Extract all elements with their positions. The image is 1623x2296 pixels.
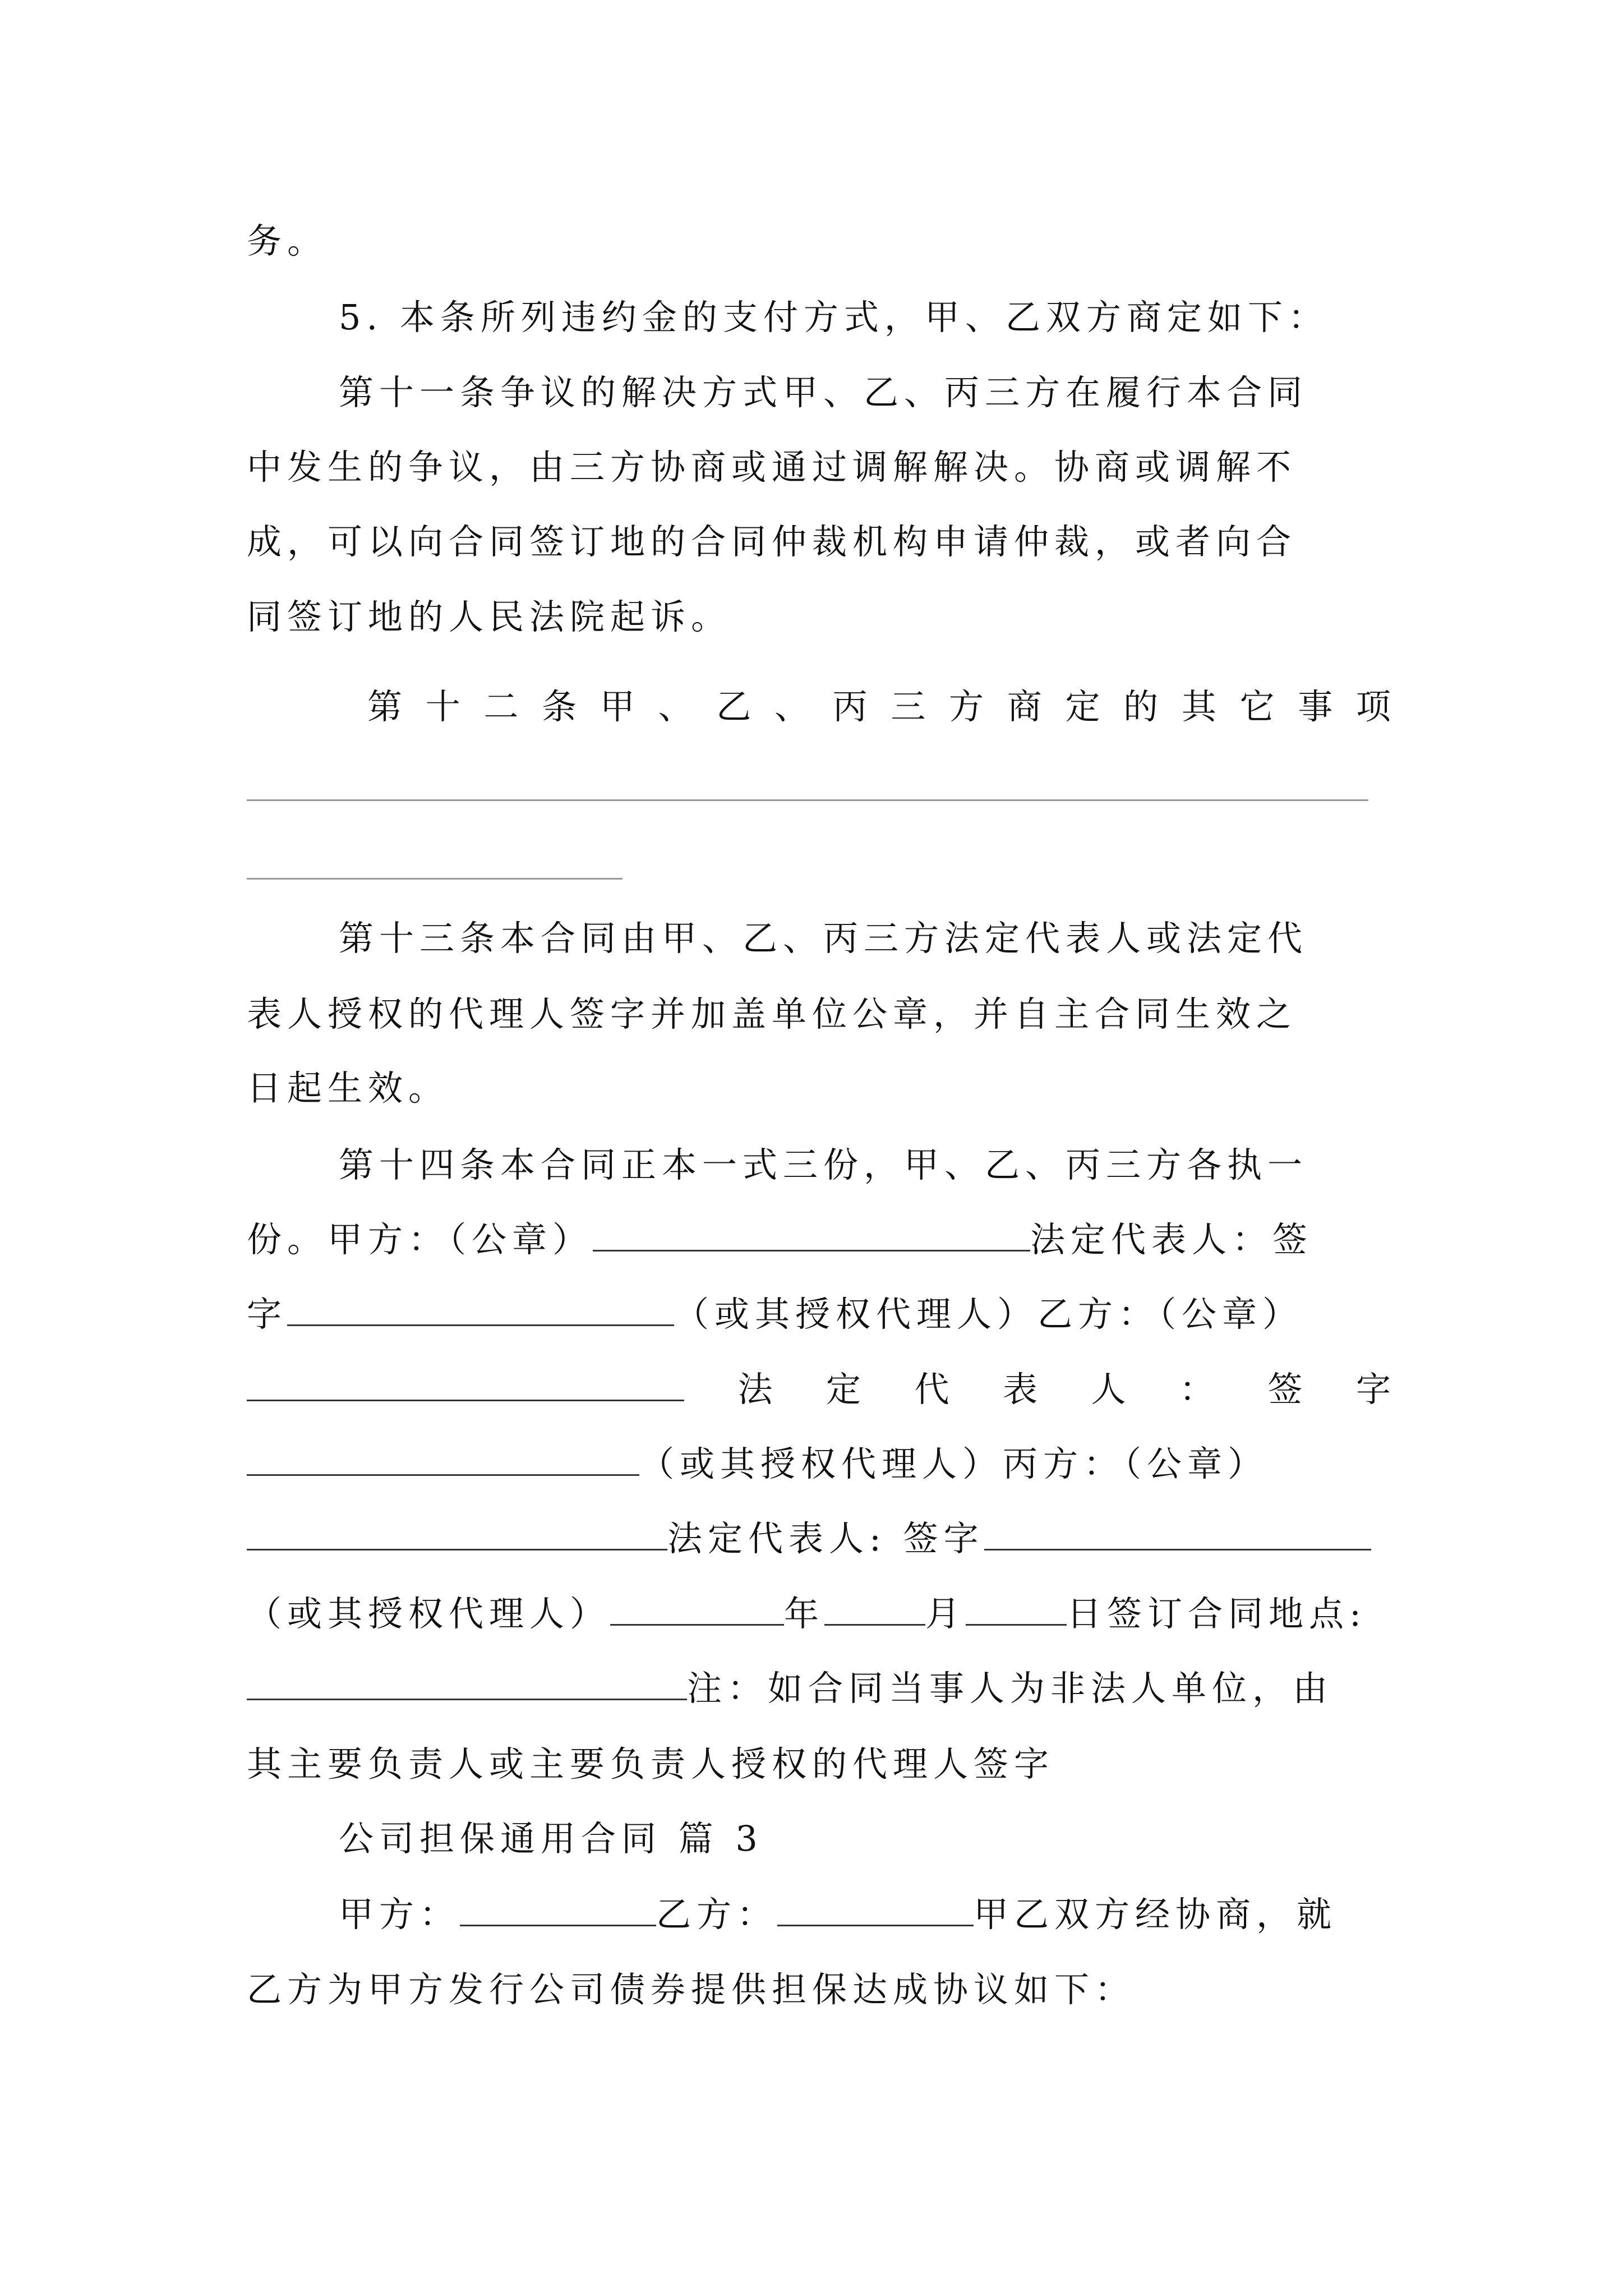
paragraph-line: 成，可以向合同签订地的合同仲裁机构申请仲裁，或者向合 [247,521,1297,562]
fill-in-blank[interactable] [247,1516,667,1550]
signature-line: 法定代表人: 签字 [247,1516,1371,1561]
paragraph-line: 第十四条本合同正本一式三份，甲、乙、丙三方各执一 [339,1144,1308,1185]
signature-line: 份。甲方：（公章） 法定代表人：签 [247,1217,1313,1262]
paragraph-line: 5. 本条所列违约金的支付方式，甲、乙双方商定如下： [339,297,1329,338]
fill-in-blank[interactable] [287,1292,674,1326]
fill-in-blank[interactable] [966,1591,1067,1626]
blank-rule [247,878,623,880]
signature-line: 字 （或其授权代理人）乙方：（公章） [247,1292,1303,1337]
signature-line: （或其授权代理人）丙方：（公章） [247,1442,1268,1487]
paragraph-line: 表人授权的代理人签字并加盖单位公章，并自主合同生效之 [247,993,1297,1034]
fill-in-blank[interactable] [984,1516,1371,1550]
paragraph-line: 中发生的争议，由三方协商或通过调解解决。协商或调解不 [247,447,1297,487]
blank-rule [247,799,1368,801]
fill-in-blank[interactable] [247,1367,684,1401]
signature-line: （或其授权代理人） 年 月 日签订合同地点: [247,1591,1367,1636]
clause-12-line: 第 十 二 条 甲 、 乙 、 丙 三 方 商 定 的 其 它 事 项 [367,686,1391,727]
paragraph-line: 日起生效。 [247,1068,449,1108]
fill-in-blank[interactable] [247,1666,687,1700]
fill-in-blank[interactable] [247,1442,639,1476]
paragraph-line: 第十三条本合同由甲、乙、丙三方法定代表人或法定代 [339,918,1308,959]
fill-in-blank[interactable] [824,1591,925,1626]
paragraph-line: 其主要负责人或主要负责人授权的代理人签字 [247,1743,1055,1784]
paragraph-line: 同签订地的人民法院起诉。 [247,596,732,637]
paragraph-line: 乙方为甲方发行公司债券提供担保达成协议如下： [247,1969,1136,2010]
paragraph-line: 第十一条争议的解决方式甲、乙、丙三方在履行本合同 [339,372,1308,413]
fill-in-blank[interactable] [460,1892,656,1926]
signature-line: 法 定 代 表 人 ： 签 字 [247,1367,1391,1412]
section-heading: 公司担保通用合同 篇 3 [339,1818,763,1859]
paragraph-line: 务。 [247,220,328,261]
fill-in-blank[interactable] [610,1591,784,1626]
party-line: 甲方： 乙方： 甲乙双方经协商，就 [339,1892,1337,1937]
signature-line: 注：如合同当事人为非法人单位，由 [247,1666,1333,1711]
fill-in-blank[interactable] [593,1217,1030,1251]
fill-in-blank[interactable] [777,1892,974,1926]
